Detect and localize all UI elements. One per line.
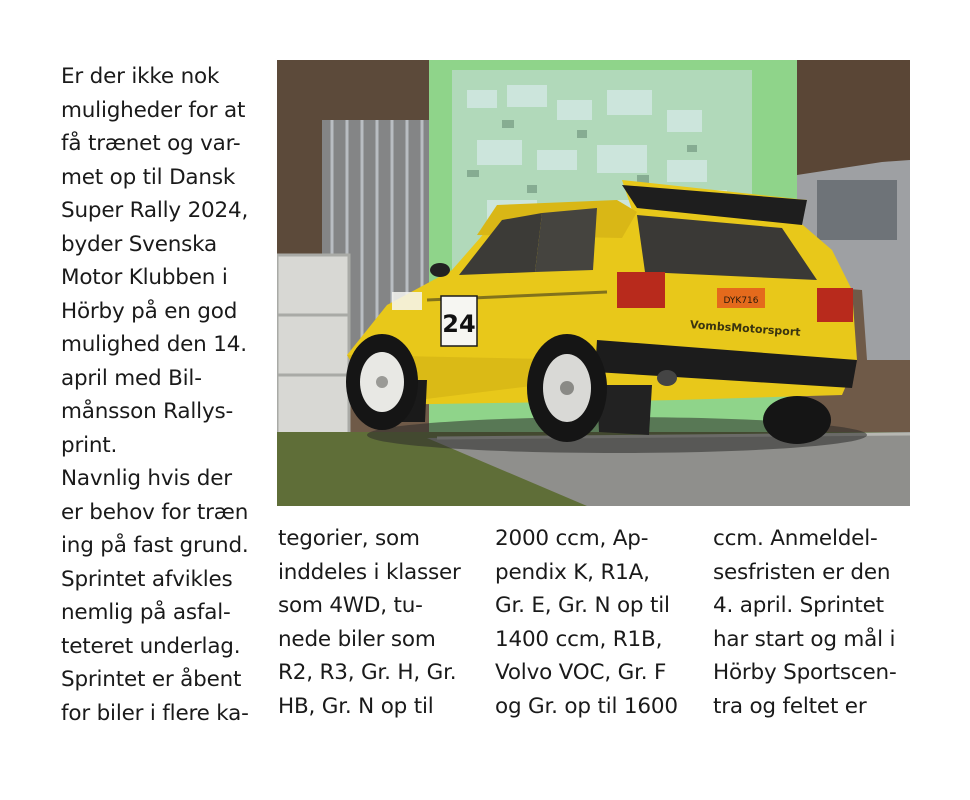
rally-car-photo: [277, 60, 910, 506]
front-wheel: [346, 334, 418, 430]
article-line: print.: [61, 432, 118, 458]
article-line: få trænet og var-: [61, 131, 241, 156]
article-column-2: [278, 522, 461, 723]
article-line: Navnlig hvis der: [61, 466, 232, 491]
article-line: 1400 ccm, R1B,: [495, 626, 663, 652]
article-line: mulighed den 14.: [61, 332, 247, 357]
article-line: 4. april. Sprintet: [713, 593, 884, 618]
rear-wheel: [527, 334, 607, 442]
article-line: byder Svenska: [61, 231, 217, 257]
white-tank: [277, 255, 349, 435]
article-line: som 4WD, tu-: [278, 593, 423, 618]
article-line: Sprintet er åbent: [61, 667, 242, 692]
article-line: nemlig på asfal-: [61, 600, 231, 625]
article-line: sesfristen er den: [713, 559, 891, 585]
article-line: april med Bil-: [61, 365, 202, 391]
article-line: månsson Rallys-: [61, 399, 234, 424]
plate-text: DYK716: [723, 296, 759, 306]
article-line: er behov for træn: [61, 499, 249, 525]
article-line: har start og mål i: [713, 626, 896, 652]
article-line: met op til Dansk: [61, 164, 236, 190]
rear-decal-text: VombsMotorsport: [689, 318, 801, 339]
article-line: og Gr. op til 1600: [495, 693, 678, 719]
article-line: Gr. E, Gr. N op til: [495, 593, 670, 618]
article-line: ccm. Anmeldel-: [713, 526, 878, 551]
article-line: Er der ikke nok: [61, 64, 220, 89]
article-line: pendix K, R1A,: [495, 559, 650, 585]
article-line: muligheder for at: [61, 97, 246, 123]
article-column-4: [713, 522, 897, 723]
article-line: nede biler som: [278, 626, 436, 652]
article-line: tegorier, som: [278, 526, 420, 551]
car-number-text: 24: [442, 310, 476, 338]
article-line: ing på fast grund.: [61, 533, 249, 558]
article-line: R2, R3, Gr. H, Gr.: [278, 660, 457, 685]
article-line: Sprintet afvikles: [61, 566, 233, 592]
article-line: teteret underlag.: [61, 633, 241, 659]
article-line: for biler i flere ka-: [61, 700, 249, 726]
article-line: Motor Klubben i: [61, 265, 228, 290]
article-line: Volvo VOC, Gr. F: [495, 660, 667, 685]
article-line: Hörby på en god: [61, 298, 238, 324]
article-line: Super Rally 2024,: [61, 198, 249, 223]
article-line: inddeles i klasser: [278, 559, 461, 585]
article-column-1: [61, 60, 249, 730]
article-line: tra og feltet er: [713, 693, 867, 719]
article-line: Hörby Sportscen-: [713, 660, 897, 685]
article-line: HB, Gr. N op til: [278, 693, 434, 719]
article-column-3: [495, 522, 678, 723]
article-line: 2000 ccm, Ap-: [495, 526, 649, 551]
